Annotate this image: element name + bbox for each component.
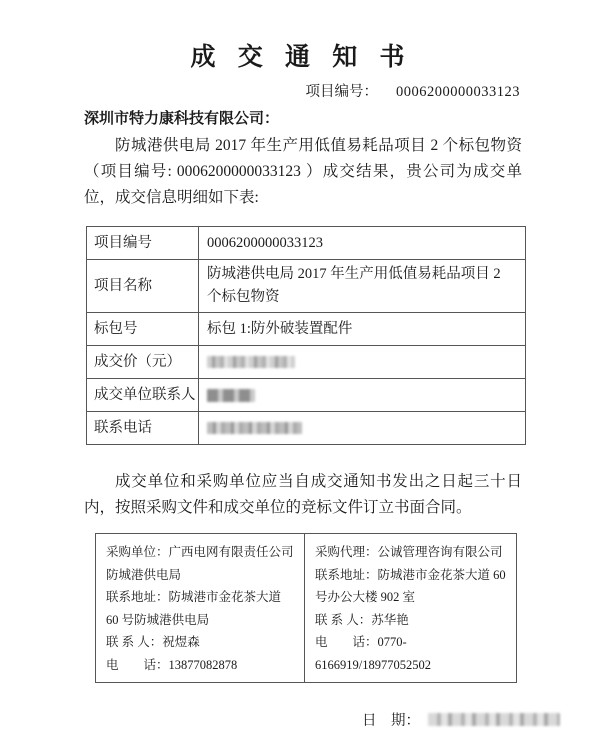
date-label: 日 期： xyxy=(362,713,420,729)
table-row xyxy=(87,412,526,445)
addressee-company: 深圳市特力康科技有限公司： xyxy=(84,111,280,127)
document-title: 成 交 通 知 书 xyxy=(190,44,410,71)
row-value-project-no: 0006200000033123 xyxy=(199,227,526,260)
table-row xyxy=(87,346,526,379)
agent-address: 联系地址：防城港市金花茶大道 60 号办公大楼 902 室 xyxy=(315,567,509,604)
table-row xyxy=(87,313,526,346)
row-value-project-name: 防城港供电局 2017 年生产用低值易耗品项目 2 个标包物资 xyxy=(199,260,526,313)
row-label-award-price: 成交价（元） xyxy=(87,346,199,379)
row-label-lot-no: 标包号 xyxy=(87,313,199,346)
parties-info-table xyxy=(95,533,517,683)
redacted-contact-name xyxy=(207,389,255,402)
redacted-price-value xyxy=(207,356,295,368)
project-number-line xyxy=(0,82,520,102)
row-label-project-name: 项目名称 xyxy=(87,260,199,313)
purchaser-address: 联系地址：防城港市金花茶大道 60 号防城港供电局 xyxy=(106,590,285,627)
agent-unit: 采购代理：公诚管理咨询有限公司 xyxy=(315,545,503,559)
row-label-contact-person: 成交单位联系人 xyxy=(87,379,199,412)
table-row xyxy=(87,260,526,313)
row-value-lot-no: 标包 1:防外破装置配件 xyxy=(199,313,526,346)
row-value-contact-phone xyxy=(199,412,526,445)
agent-contact: 联 系 人：苏华艳 xyxy=(315,612,409,627)
notice-paragraph: 成交单位和采购单位应当自成交通知书发出之日起三十日内，按照采购文件和成交单位的竞标文件订立书面合同。 xyxy=(84,473,522,516)
purchaser-unit: 采购单位：广西电网有限责任公司防城港供电局 xyxy=(106,545,294,582)
table-row xyxy=(87,379,526,412)
project-number-label: 项目编号： xyxy=(305,84,378,100)
date-line xyxy=(362,709,600,730)
purchaser-phone: 电 话：13877082878 xyxy=(106,657,238,672)
agent-phone: 电 话：0770-6166919/18977052502 xyxy=(315,635,431,672)
redacted-date-value xyxy=(428,713,560,726)
purchaser-contact: 联 系 人：祝煜森 xyxy=(106,635,200,649)
table-row xyxy=(96,534,517,683)
agent-cell xyxy=(305,534,517,683)
intro-paragraph: 防城港供电局 2017 年生产用低值易耗品项目 2 个标包物资 （项目编号: 0006200000033123 ）成交结果，贵公司为成交单位，成交信息明细如下表: xyxy=(84,137,538,206)
purchaser-cell xyxy=(96,534,305,683)
redacted-phone-number xyxy=(207,422,302,434)
row-value-award-price xyxy=(199,346,526,379)
row-label-project-no: 项目编号 xyxy=(87,227,199,260)
table-row xyxy=(87,227,526,260)
row-value-contact-person xyxy=(199,379,526,412)
project-number-value: 0006200000033123 xyxy=(396,84,520,100)
award-info-table xyxy=(86,226,526,445)
row-label-contact-phone: 联系电话 xyxy=(87,412,199,445)
